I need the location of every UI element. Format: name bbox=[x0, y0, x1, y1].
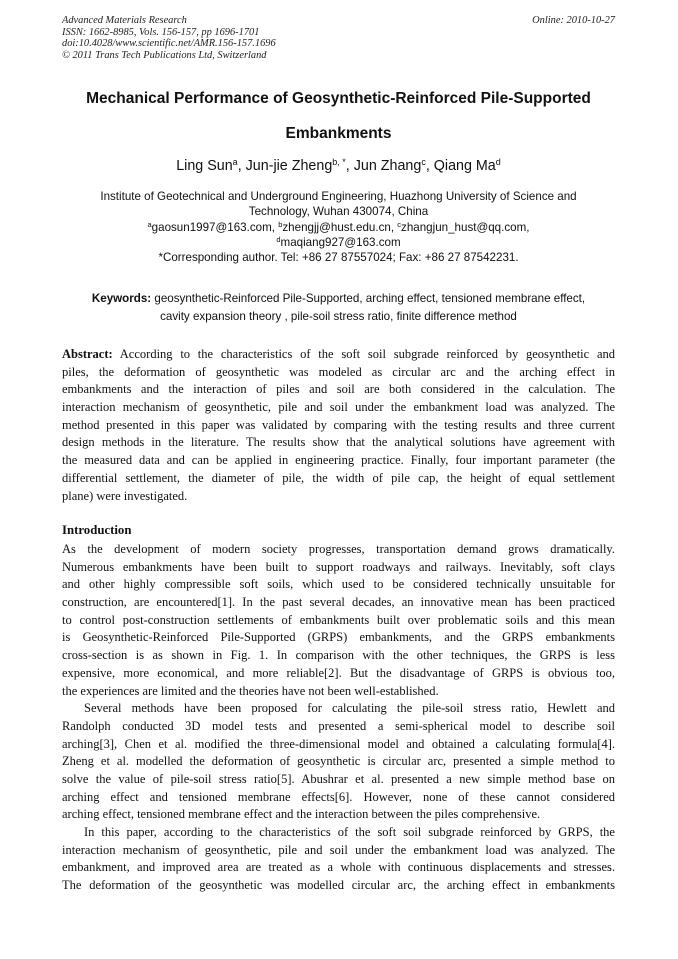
paragraph-line: and other highly compressible soft soils, which used to be considered technically unsuitable for bbox=[62, 577, 615, 592]
abstract-line: the measured data and can be applied in engineering practice. Finally, four important parameter (the bbox=[62, 453, 615, 468]
author-affil-mark: b, * bbox=[332, 157, 346, 167]
paragraph-line: to control post-construction settlements of embankments built over problematic soils and this mean bbox=[62, 612, 615, 627]
paragraph-line: the experiences are limited and the theories have not been well-established. bbox=[62, 683, 439, 698]
author-name: Jun-jie Zheng bbox=[245, 158, 333, 174]
paragraph-line: Several methods have been proposed for calculating the pile-soil stress ratio, Hewlett and bbox=[84, 701, 615, 716]
paragraph-line: cross-section is as shown in Fig. 1. In comparison with the other techniques, the GRPS is less bbox=[62, 648, 615, 663]
abstract-line: embankments and the interaction of piles and soil are both considered in the calculation. The bbox=[62, 382, 615, 397]
email-line: $^a$gaosun1997@163.com, $^b$zhengjj@hust.edu.cn, $^c$zhangjun_hust@qq.com, bbox=[147, 219, 530, 234]
keywords-line: cavity expansion theory , pile-soil stress ratio, finite difference method bbox=[160, 310, 517, 323]
affiliation-line: Institute of Geotechnical and Underground Engineering, Huazhong University of Science and bbox=[100, 190, 577, 203]
paragraph-line: solve the value of pile-soil stress ratio[5]. Abushrar et al. presented a new simple method base on bbox=[62, 771, 615, 786]
journal-name: Advanced Materials Research bbox=[62, 15, 187, 26]
abstract-line: plane) were investigated. bbox=[62, 488, 188, 503]
introduction-body bbox=[62, 541, 615, 895]
author-list: Ling Sun$^a$, Jun-jie Zheng$^{b, *}$, Jun Zhang$^c$, Qiang Ma$^d$ bbox=[176, 157, 501, 174]
journal-header bbox=[62, 15, 615, 61]
abstract-label: Abstract: bbox=[62, 347, 113, 361]
affiliation-block bbox=[62, 189, 615, 265]
paragraph-line: arching effect and tensioned membrane effects[6]. However, none of these cannot considered bbox=[62, 789, 615, 804]
email-mark: c bbox=[397, 219, 402, 229]
paragraph-line: As the development of modern society progresses, transportation demand grows dramatically. bbox=[62, 542, 615, 556]
paragraph-line: Randolph conducted 3D model tests and presented a semi-spherical model to describe soil bbox=[62, 718, 615, 733]
abstract-text: According to the characteristics of the soft soil subgrade reinforced by geosynthetic and bbox=[119, 347, 616, 361]
abstract-line bbox=[62, 346, 615, 364]
keywords-line bbox=[62, 290, 615, 308]
paper-title-line-2: Embankments bbox=[285, 125, 392, 142]
author-email: zhengjj@hust.edu.cn bbox=[282, 220, 391, 234]
author-name: Ling Sun bbox=[176, 158, 233, 174]
abstract-line: design methods in the literature. The results show that the analytical solutions have agreement with bbox=[62, 435, 615, 450]
email-mark: d bbox=[276, 234, 281, 244]
paragraph-line: embankment, and improved area are treated as a whole with continuous displacements and stresses. bbox=[62, 860, 615, 875]
affiliation-line: Technology, Wuhan 430074, China bbox=[248, 205, 429, 219]
journal-issn: ISSN: 1662-8985, Vols. 156-157, pp 1696-1701 bbox=[62, 26, 260, 38]
author-affil-mark: c bbox=[421, 157, 426, 167]
journal-doi: doi:10.4028/www.scientific.net/AMR.156-157.1696 bbox=[62, 38, 276, 50]
email-mark: b bbox=[278, 219, 283, 229]
paper-title-line-1: Mechanical Performance of Geosynthetic-Reinforced Pile-Supported bbox=[86, 90, 591, 107]
author-name: Qiang Ma bbox=[433, 158, 496, 174]
abstract-line: method presented in this paper was validated by comparing with the testing results and three current bbox=[62, 417, 615, 432]
paragraph-line: construction, are encountered[1]. In the past several decades, an innovative mean has been practiced bbox=[62, 595, 615, 610]
author-name: Jun Zhang bbox=[353, 158, 422, 174]
paragraph-line: Numerous embankments have been built to support roadways and railways. Inevitably, soft clays bbox=[62, 559, 615, 574]
paragraph-line: arching[3], Chen et al. modified the three-dimensional model and obtained a calculating formula[4]. bbox=[62, 736, 615, 751]
author-affil-mark: a bbox=[232, 157, 238, 167]
section-heading-introduction: Introduction bbox=[62, 523, 132, 537]
author-email: gaosun1997@163.com bbox=[151, 220, 272, 234]
paragraph-line: arching effect, tensioned membrane effect and the interaction between the piles comprehensive. bbox=[62, 807, 541, 822]
author-affil-mark: d bbox=[495, 157, 501, 167]
paragraph-line: is Geosynthetic-Reinforced Pile-Supported (GRPS) embankments, and the GRPS embankments bbox=[62, 630, 615, 645]
corresponding-author: *Corresponding author. Tel: +86 27 87557024; Fax: +86 27 87542231. bbox=[158, 251, 519, 265]
author-email: zhangjun_hust@qq.com bbox=[401, 220, 527, 234]
author-email: maqiang927@163.com bbox=[280, 235, 401, 249]
paragraph-line: The deformation of the geosynthetic was modelled circular arc, the arching effect in embankments bbox=[62, 878, 615, 893]
paragraph-line: expensive, more economical, and more reliable[2]. But the disadvantage of GRPS is obvious too, bbox=[62, 665, 615, 680]
email-mark: a bbox=[147, 219, 152, 229]
abstract bbox=[62, 346, 615, 505]
keywords-label: Keywords: bbox=[91, 292, 152, 305]
paragraph-line: interaction mechanism of geosynthetic, pile and soil under the embankment load was analyzed. The bbox=[62, 842, 615, 857]
paragraph-line: In this paper, according to the characteristics of the soft soil subgrade reinforced by GRPS, the bbox=[84, 825, 615, 839]
abstract-line: interaction mechanism of geosynthetic, pile and soil under the embankment load was analyzed. The bbox=[62, 400, 615, 415]
online-date: Online: 2010-10-27 bbox=[532, 15, 615, 26]
abstract-line: piles, the deformation of geosynthetic was modeled as circular arc and the arching effect in bbox=[62, 364, 615, 379]
abstract-line: differential settlement, the diameter of pile, the width of pile cap, the height of equal settlement bbox=[62, 470, 615, 485]
paragraph-line: Zheng et al. modelled the deformation of geosynthetic is circular arc, presented a simple method to bbox=[62, 754, 615, 769]
keywords-text: geosynthetic-Reinforced Pile-Supported, arching effect, tensioned membrane effect, bbox=[154, 292, 586, 305]
email-line bbox=[62, 235, 615, 250]
keywords-block bbox=[62, 290, 615, 326]
journal-copyright: © 2011 Trans Tech Publications Ltd, Switzerland bbox=[62, 49, 267, 61]
